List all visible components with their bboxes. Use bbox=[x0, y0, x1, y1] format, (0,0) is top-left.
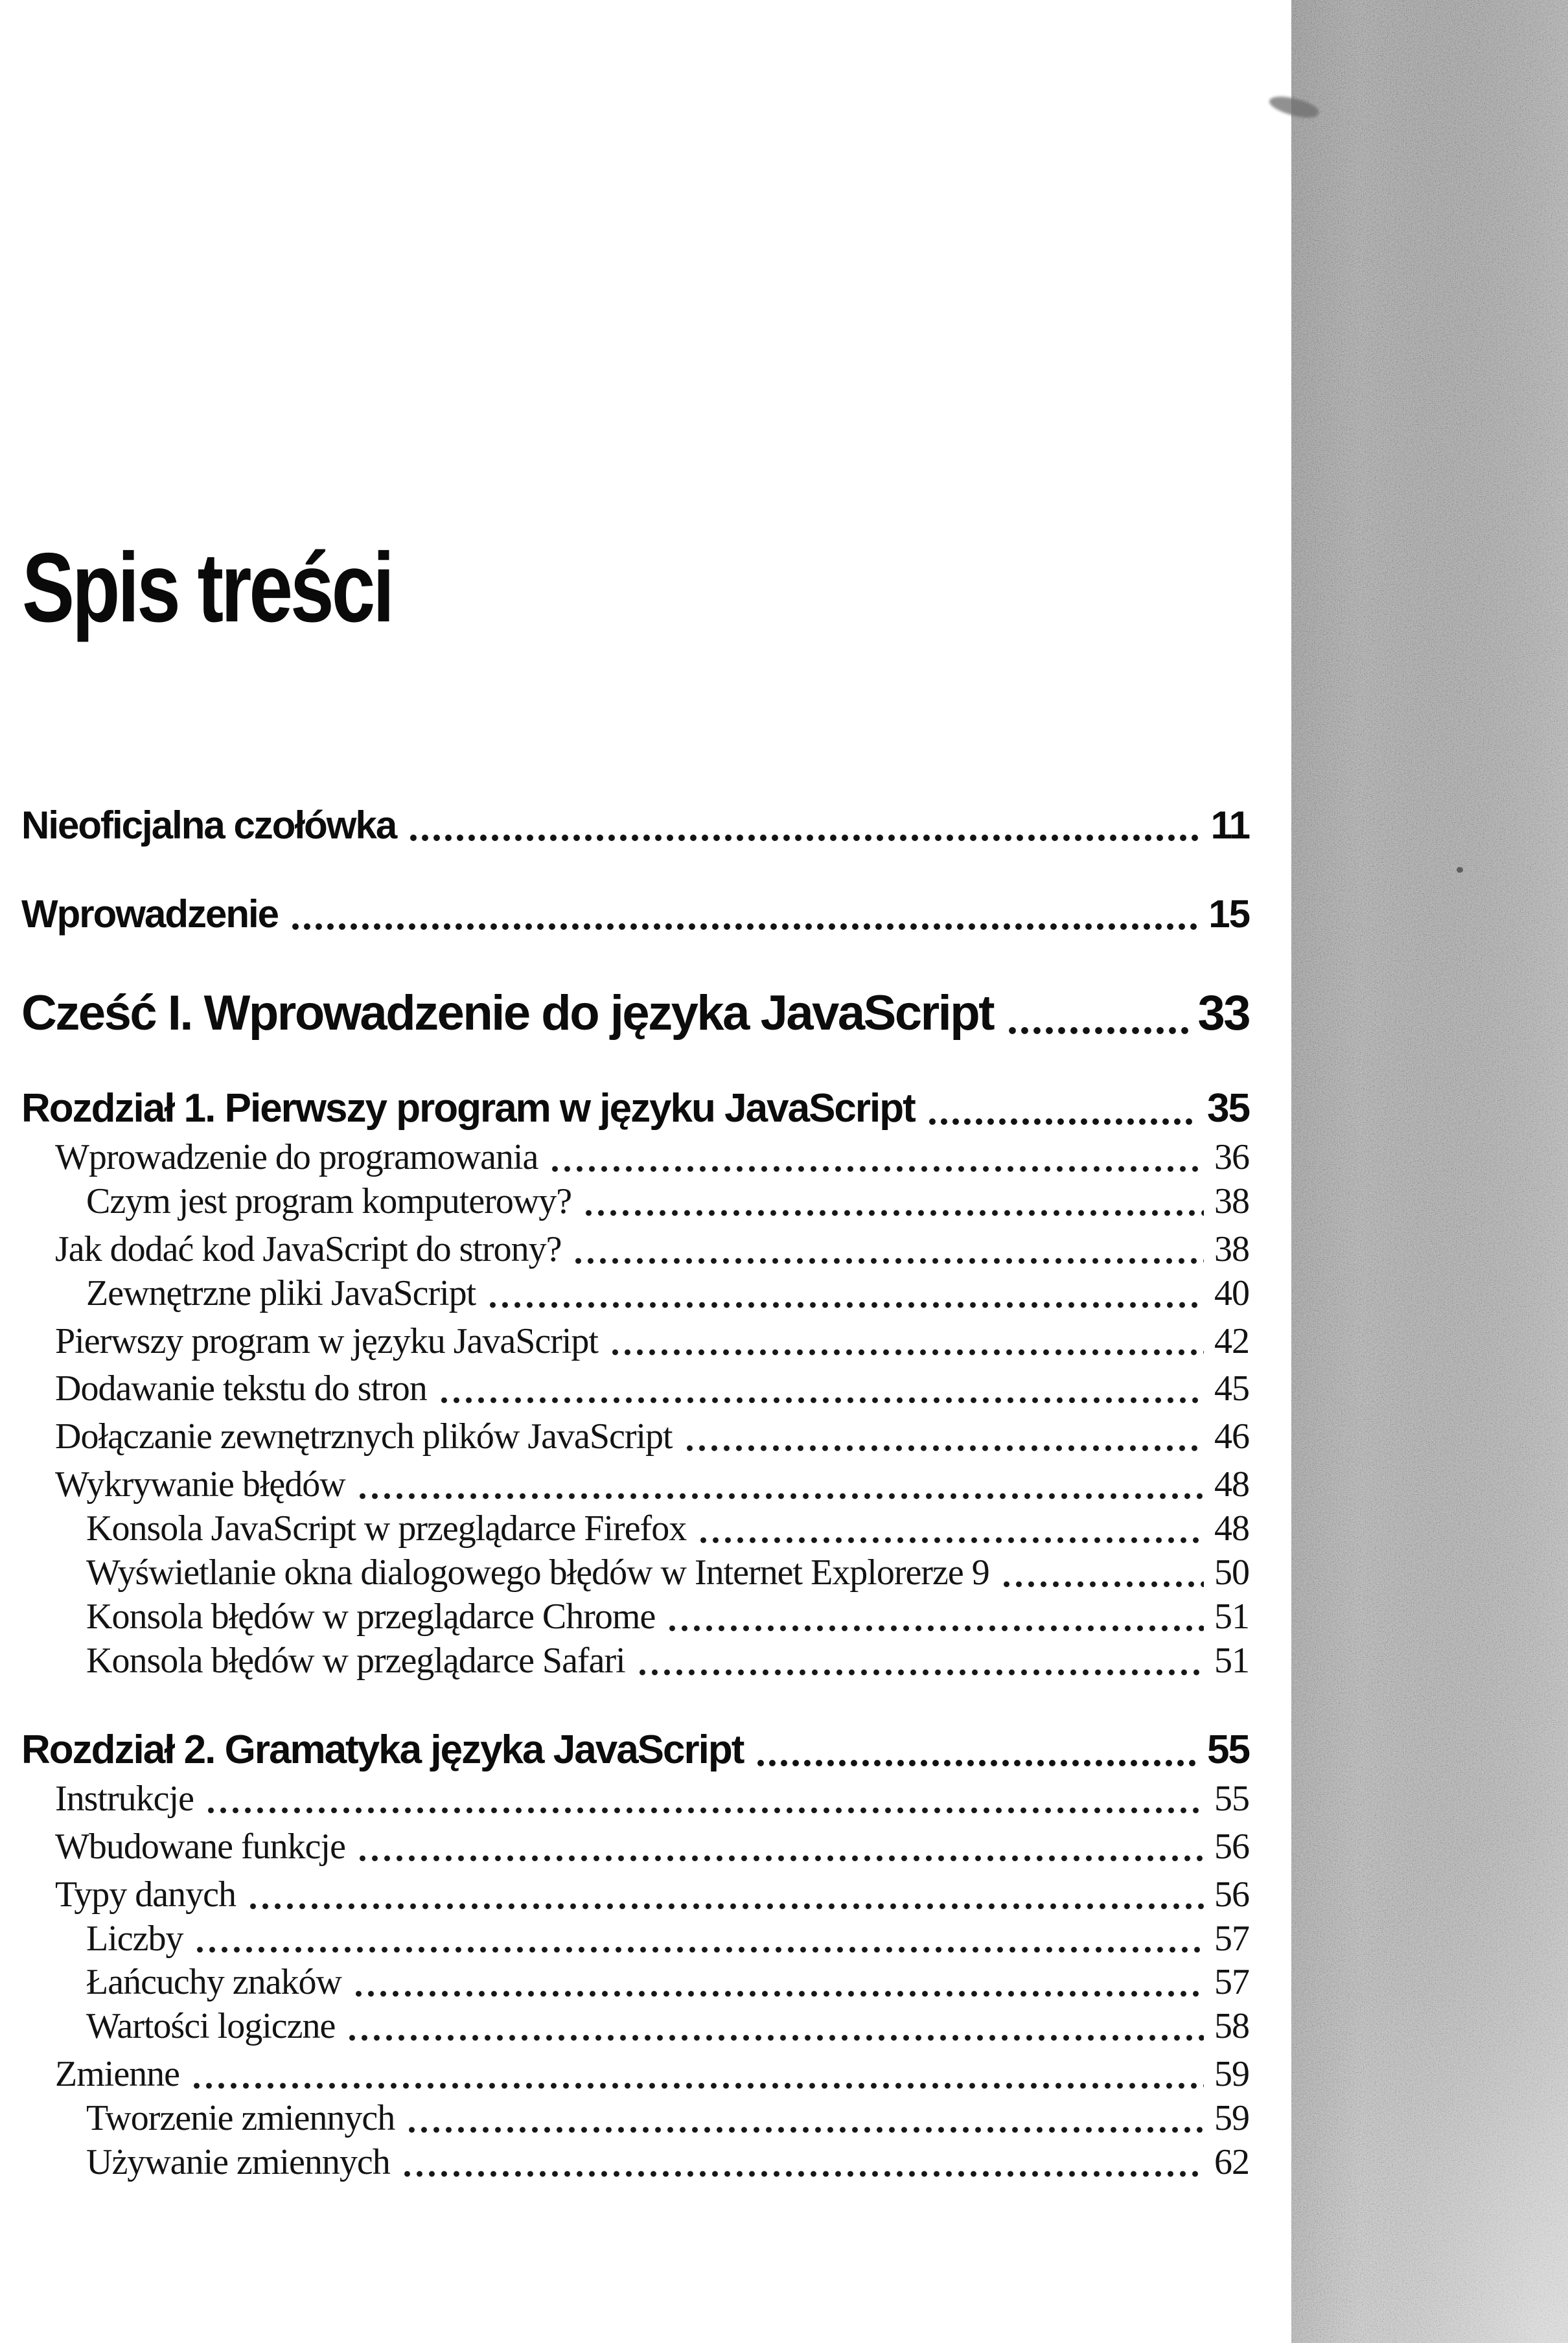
dot-leader bbox=[612, 1349, 1204, 1356]
toc-entry-page: 57 bbox=[1214, 1918, 1249, 1959]
toc-entry-label: Zewnętrzne pliki JavaScript bbox=[86, 1273, 476, 1313]
toc-entry-page: 35 bbox=[1207, 1085, 1249, 1131]
dot-leader bbox=[194, 2083, 1204, 2089]
toc-row bbox=[21, 1275, 1249, 1313]
toc-entry-page: 38 bbox=[1214, 1181, 1249, 1221]
dot-leader bbox=[360, 1493, 1204, 1499]
toc-row bbox=[21, 1598, 1249, 1637]
toc-entry-label: Liczby bbox=[86, 1918, 183, 1959]
dot-leader bbox=[490, 1302, 1204, 1308]
toc-entry-page: 56 bbox=[1214, 1826, 1249, 1867]
toc-row bbox=[21, 1828, 1249, 1867]
toc-entry-page: 55 bbox=[1207, 1727, 1249, 1772]
dot-leader bbox=[586, 1210, 1204, 1216]
dot-leader bbox=[700, 1537, 1204, 1543]
dot-leader bbox=[208, 1807, 1204, 1814]
dot-leader bbox=[687, 1445, 1204, 1451]
toc-row bbox=[21, 1876, 1249, 1915]
toc-entry-page: 59 bbox=[1214, 2054, 1249, 2095]
toc-entry-label: Łańcuchy znaków bbox=[86, 1962, 341, 2003]
toc-entry-label: Rozdział 1. Pierwszy program w języku JavaScript bbox=[21, 1085, 915, 1131]
toc-entry-label: Dodawanie tekstu do stron bbox=[55, 1368, 427, 1409]
dot-leader bbox=[349, 2035, 1204, 2041]
toc-entry-label: Pierwszy program w języku JavaScript bbox=[55, 1321, 598, 1361]
toc-row bbox=[21, 1510, 1249, 1549]
toc-entry-label: Wykrywanie błędów bbox=[55, 1464, 345, 1505]
toc-entry-label: Jak dodać kod JavaScript do strony? bbox=[55, 1229, 562, 1269]
dot-leader bbox=[757, 1759, 1195, 1767]
toc-entry-page: 45 bbox=[1214, 1368, 1249, 1409]
toc-entry-page: 46 bbox=[1214, 1416, 1249, 1457]
toc-entry-label: Rozdział 2. Gramatyka języka JavaScript bbox=[21, 1727, 744, 1772]
toc-row bbox=[21, 1418, 1249, 1457]
toc-entry-label: Wbudowane funkcje bbox=[55, 1826, 345, 1867]
toc-entry-label: Wyświetlanie okna dialogowego błędów w Internet Explorerze 9 bbox=[86, 1552, 989, 1593]
toc-entry-label: Tworzenie zmiennych bbox=[86, 2098, 395, 2139]
toc-entry-page: 55 bbox=[1214, 1778, 1249, 1819]
dot-leader bbox=[441, 1397, 1204, 1403]
toc-list bbox=[21, 805, 1249, 2182]
toc-row bbox=[21, 1230, 1249, 1269]
toc-row bbox=[21, 1138, 1249, 1177]
toc-entry-label: Wprowadzenie do programowania bbox=[55, 1137, 538, 1177]
toc-row bbox=[21, 805, 1249, 846]
toc-entry-page: 36 bbox=[1214, 1137, 1249, 1177]
toc-entry-label: Dołączanie zewnętrznych plików JavaScript bbox=[55, 1416, 673, 1457]
toc-entry-label: Wprowadzenie bbox=[21, 892, 279, 936]
toc-entry-page: 50 bbox=[1214, 1552, 1249, 1593]
dot-leader bbox=[929, 1118, 1195, 1125]
page-title: Spis treści bbox=[22, 533, 393, 643]
toc-entry-label: Nieoficjalna czołówka bbox=[21, 803, 397, 847]
dot-leader bbox=[669, 1625, 1204, 1632]
toc-entry-label: Konsola JavaScript w przeglądarce Firefox bbox=[86, 1508, 687, 1549]
toc-entry-page: 15 bbox=[1208, 892, 1249, 936]
toc-entry-label: Czym jest program komputerowy? bbox=[86, 1181, 572, 1221]
dot-leader bbox=[575, 1258, 1204, 1264]
scan-speck bbox=[1457, 867, 1463, 873]
toc-entry-page: 33 bbox=[1197, 986, 1249, 1041]
dot-leader bbox=[250, 1903, 1204, 1910]
toc-entry-page: 48 bbox=[1214, 1508, 1249, 1549]
toc-entry-label: Konsola błędów w przeglądarce Chrome bbox=[86, 1596, 656, 1637]
dot-leader bbox=[197, 1946, 1204, 1953]
toc-row bbox=[21, 2143, 1249, 2182]
toc-row bbox=[21, 1729, 1249, 1771]
toc-entry-page: 57 bbox=[1214, 1962, 1249, 2003]
toc-entry-page: 38 bbox=[1214, 1229, 1249, 1269]
toc-row bbox=[21, 987, 1249, 1039]
toc-entry-page: 51 bbox=[1214, 1640, 1249, 1681]
toc-row bbox=[21, 1642, 1249, 1681]
toc-row bbox=[21, 2099, 1249, 2138]
dot-leader bbox=[409, 2127, 1204, 2133]
toc-entry-label: Używanie zmiennych bbox=[86, 2142, 390, 2183]
toc-entry-page: 56 bbox=[1214, 1874, 1249, 1915]
toc-entry-page: 48 bbox=[1214, 1464, 1249, 1505]
dot-leader bbox=[356, 1991, 1204, 1997]
toc-row bbox=[21, 1370, 1249, 1409]
dot-leader bbox=[292, 923, 1197, 930]
toc-row bbox=[21, 2007, 1249, 2046]
toc-entry-label: Cześć I. Wprowadzenie do języka JavaScript bbox=[21, 986, 994, 1041]
toc-row bbox=[21, 1183, 1249, 1221]
toc-entry-page: 40 bbox=[1214, 1273, 1249, 1313]
dot-leader bbox=[552, 1166, 1204, 1172]
dot-leader bbox=[360, 1855, 1204, 1862]
toc-row bbox=[21, 1087, 1249, 1129]
toc-row bbox=[21, 894, 1249, 934]
toc-row bbox=[21, 1322, 1249, 1361]
toc-row bbox=[21, 1780, 1249, 1819]
toc-entry-page: 59 bbox=[1214, 2098, 1249, 2139]
toc-row bbox=[21, 2055, 1249, 2094]
dot-leader bbox=[404, 2171, 1204, 2177]
toc-row bbox=[21, 1963, 1249, 2002]
toc-entry-page: 42 bbox=[1214, 1321, 1249, 1361]
book-edge-texture bbox=[1291, 0, 1568, 2343]
toc-entry-page: 58 bbox=[1214, 2006, 1249, 2047]
dot-leader bbox=[410, 834, 1199, 842]
toc-entry-page: 62 bbox=[1214, 2142, 1249, 2183]
toc-entry-page: 11 bbox=[1210, 803, 1249, 847]
toc-entry-label: Konsola błędów w przeglądarce Safari bbox=[86, 1640, 625, 1681]
dot-leader bbox=[1009, 1026, 1191, 1035]
toc-entry-label: Wartości logiczne bbox=[86, 2006, 336, 2047]
dot-leader bbox=[1004, 1581, 1204, 1587]
toc-row bbox=[21, 1466, 1249, 1505]
toc-entry-label: Typy danych bbox=[55, 1874, 236, 1915]
toc-entry-page: 51 bbox=[1214, 1596, 1249, 1637]
toc-row bbox=[21, 1920, 1249, 1959]
toc-row bbox=[21, 1554, 1249, 1593]
toc-entry-label: Zmienne bbox=[55, 2054, 180, 2095]
toc-entry-label: Instrukcje bbox=[55, 1778, 194, 1819]
dot-leader bbox=[640, 1669, 1204, 1676]
